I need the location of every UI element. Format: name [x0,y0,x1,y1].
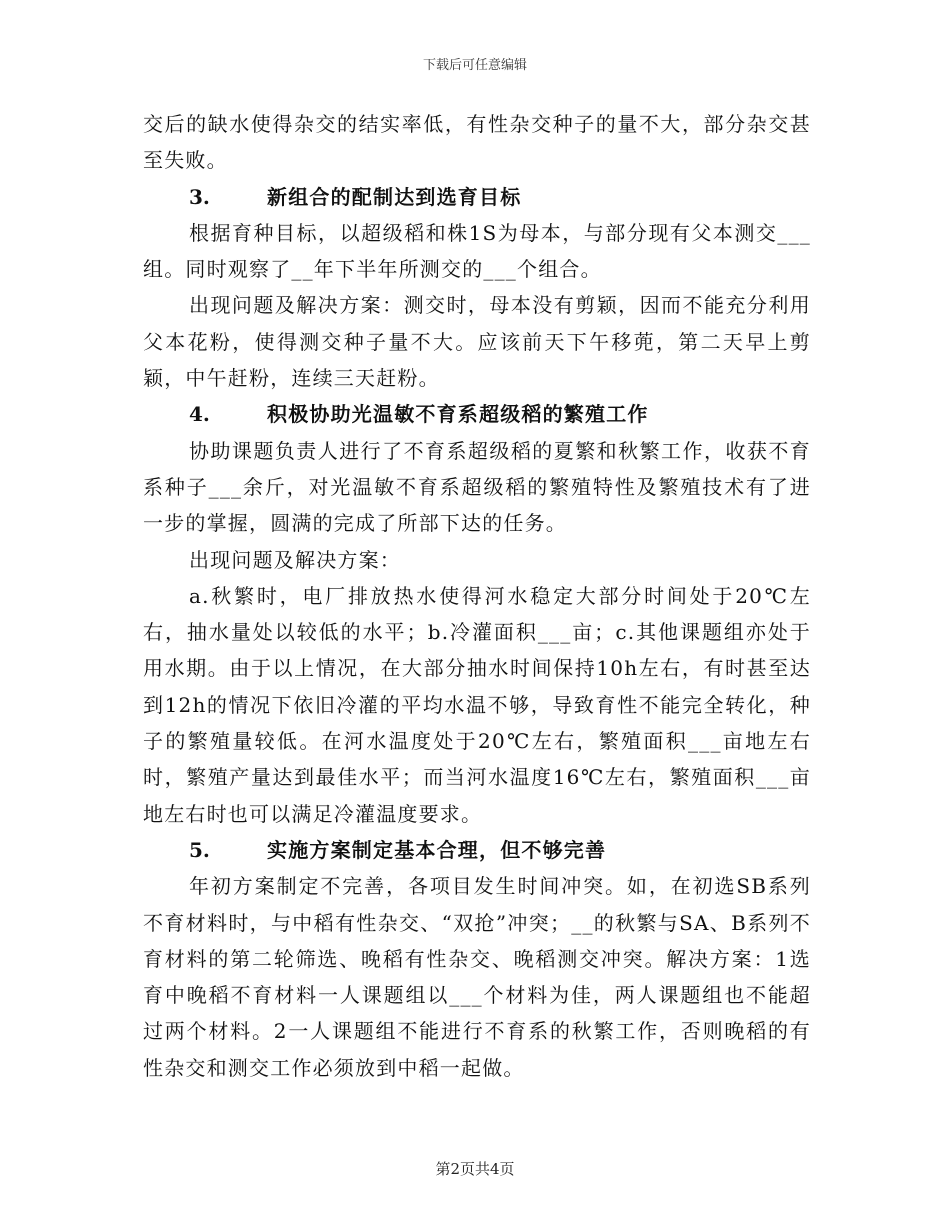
page-header: 下载后可任意编辑 [422,58,527,73]
section-title: 积极协助光温敏不育系超级稻的繁殖工作 [267,402,649,427]
paragraph: 协助课题负责人进行了不育系超级稻的夏繁和秋繁工作，收获不育系种子___余斤，对光温敏不育系超级稻的繁殖特性及繁殖技术有了进一步的掌握，圆满的完成了所部下达的任务。 [143,438,811,536]
section-heading-5 [143,832,811,868]
document-body [143,106,811,1086]
paragraph: 根据育种目标，以超级稻和株1S为母本，与部分现有父本测交___组。同时观察了__年下半年所测交的___个组合。 [143,220,811,282]
page-footer: 第2页共4页 [435,1160,515,1178]
paragraph: 年初方案制定不完善，各项目发生时间冲突。如，在初选SB系列不育材料时，与中稻有性杂交、“双抢”冲突；__的秋繁与SA、B系列不育材料的第二轮筛选、晚稻有性杂交、晚稻测交冲突。解决方案：1选育中晚稻不育材料一人课题组以___个材料为佳，两人课题组也不能超过两个材料。2一人课题组不能进行不育系的秋繁工作，否则晚稻的有性杂交和测交工作必须放到中稻一起做。 [143,874,811,1080]
section-heading-3 [143,179,811,215]
section-number: 3. [189,184,210,209]
section-number: 5. [189,837,210,862]
section-number: 4. [189,402,210,427]
paragraph: a.秋繁时，电厂排放热水使得河水稳定大部分时间处于20℃左右，抽水量处以较低的水平；b.冷灌面积___亩；c.其他课题组亦处于用水期。由于以上情况，在大部分抽水时间保持10h左右，有时甚至达到12h的情况下依旧冷灌的平均水温不够，导致育性不能完全转化，种子的繁殖量较低。在河水温度处于20℃左右，繁殖面积___亩地左右时，繁殖产量达到最佳水平；而当河水温度16℃左右，繁殖面积___亩地左右时也可以满足冷灌温度要求。 [143,583,811,826]
paragraph-continuation: 交后的缺水使得杂交的结实率低，有性杂交种子的量不大，部分杂交甚至失败。 [143,112,811,173]
paragraph: 出现问题及解决方案：测交时，母本没有剪颖，因而不能充分利用父本花粉，使得测交种子量不大。应该前天下午移蔸，第二天早上剪颖，中午赶粉，连续三天赶粉。 [143,293,811,391]
section-heading-4 [143,396,811,432]
section-title: 实施方案制定基本合理，但不够完善 [267,837,607,862]
section-title: 新组合的配制达到选育目标 [267,184,522,209]
paragraph: 出现问题及解决方案： [189,547,401,572]
